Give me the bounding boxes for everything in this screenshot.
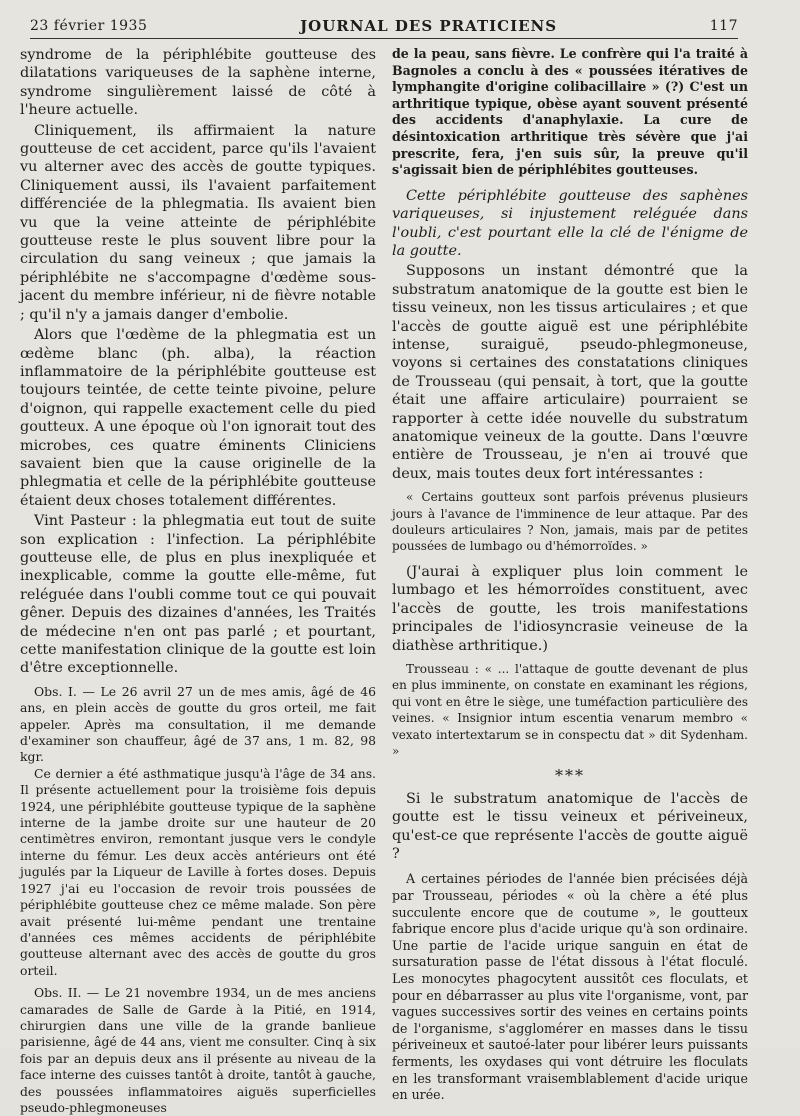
obs-paragraph: Obs. I. — Le 26 avril 27 un de mes amis, âgé de 46 ans, en plein accès de goutte du gros orteil, me fait appeler. Après ma consultation, il me demande d'examiner son chauffeur, âgé de 37 ans, 1 m. 82, 98 kgr. (20, 683, 376, 765)
obs-paragraph: Obs. II. — Le 21 novembre 1934, un de mes anciens camarades de Salle de Garde à la Pitié, en 1914, chirurgien dans une ville de la grande banlieue parisienne, âgé de 44 ans, vient me consulter. Cinq à six fois par an depuis deux ans il présente au niveau de la face interne des cuisses tantôt à droite, tantôt à gauche, des poussées inflammatoires aiguës superficielles pseudo-phlegmoneuses (20, 985, 376, 1115)
page-header (30, 14, 738, 39)
paragraph: Cliniquement, ils affirmaient la nature goutteuse de cet accident, parce qu'ils l'avaient vu alterner avec des accès de goutte typiques. Cliniquement aussi, ils l'avaient parfaitement différenciée de la phlegmatia. Ils avaient bien vu que la veine atteinte de périphlébite goutteuse reste le plus souvent libre pour la circulation du sang veineux ; que jamais la périphlébite ne s'accompagne d'œdème sous-jacent du membre inférieur, ni de fièvre notable ; qu'il n'y a jamais danger d'embolie. (20, 122, 376, 323)
paragraph: Supposons un instant démontré que la substratum anatomique de la goutte est bien le tissu veineux, non les tissus articulaires ; et que l'accès de goutte aiguë est une périphlébite intense, suraiguë, pseudo-phlegmoneuse, voyons si certaines des constatations cliniques de Trousseau (qui pensait, à tort, que la goutte était une affaire articulaire) pourraient se rapporter à cette idée nouvelle du substratum anatomique veineux de la goutte. Dans l'œuvre entière de Trousseau, je n'en ai trouvé que deux, mais toutes deux fort intéressantes : (392, 263, 748, 482)
observation-1 (20, 684, 376, 979)
paragraph: (J'aurai à expliquer plus loin comment le lumbago et les hémorroïdes constituent, avec l'accès de goutte, les trois manifestations principales de l'idiosyncrasie veineuse de la diathèse arthritique.) (392, 563, 748, 654)
section-separator: *** (555, 766, 585, 786)
paragraph: Si le substratum anatomique de l'accès de goutte est le tissu veineux et périveineux, qu'est-ce que représente l'accès de goutte aiguë ? (392, 790, 748, 862)
obs-continuation: de la peau, sans fièvre. Le confrère qui l'a traité à Bagnoles a conclu à des « poussées itératives de lymphangite d'origine colibacillaire » (?) C'est un arthritique typique, obèse ayant souvent présenté des accidents d'anaphylaxie. La cure de désintoxication arthritique très sévère que j'ai prescrite, fera, j'en suis sûr, la preuve qu'il s'agissait bien de périphlébites goutteuses. (392, 46, 748, 178)
quote-text: Trousseau : « ... l'attaque de goutte devenant de plus en plus imminente, on constate en examinant les régions, qui vont en être le siège, une tuméfaction particulière des veines. « Insignior intum escentia venarum membro « vexato intertextarum se in conspectu dat » dit Sydenham. » (392, 661, 748, 758)
paragraph: Vint Pasteur : la phlegmatia eut tout de suite son explication : l'infection. La périphlébite goutteuse elle, de plus en plus inexpliquée et inexplicable, comme la goutte elle-même, fut reléguée dans l'oubli comme tout ce qui pouvait gêner. Depuis des dizaines d'années, les Traités de médecine n'en ont pas parlé ; et pourtant, cette manifestation clinique de la goutte est loin d'être exceptionnelle. (20, 513, 376, 677)
italic-statement: Cette périphlébite goutteuse des saphènes variqueuses, si injustement reléguée dans l'oubli, c'est pourtant elle la clé de l'énigme de la goutte. (392, 187, 748, 259)
trousseau-quote-1 (392, 489, 748, 555)
page-number: 117 (709, 18, 738, 34)
trousseau-quote-2 (392, 661, 748, 759)
paragraph: Alors que l'œdème de la phlegmatia est un œdème blanc (ph. alba), la réaction inflammatoire de la périphlébite goutteuse est toujours teintée, de cette teinte pivoine, pelure d'oignon, qui rappelle exactement celle du pied goutteux. A une époque où l'on ignorait tout des microbes, ces quatre éminents Cliniciens savaient bien que la cause originelle de la phlegmatia et celle de la périphlébite goutteuse étaient deux choses totalement différentes. (20, 327, 376, 509)
observation-2 (20, 985, 376, 1116)
paragraph: A certaines périodes de l'année bien précisées déjà par Trousseau, périodes « où la chère a été plus succulente encore que de coutume », le goutteux fabrique encore plus d'acide urique qu'à son ordinaire. Une partie de l'acide urique sanguin en état de sursaturation passe de l'état dissous à l'état floculé. Les monocytes phagocytent aussitôt ces floculats, et pour en débarrasser au plus vite l'organisme, vont, par vagues successives sortir des veines en certains points de l'organisme, s'agglomérer en masses dans le tissu périveineux et sautoé-later pour libérer leurs puissants ferments, les oxydases qui vont détruire les floculats en les transformant vraisemblablement d'acide urique en urée. (392, 871, 748, 1103)
journal-title: JOURNAL DES PRATICIENS (300, 17, 558, 35)
right-column (392, 46, 748, 1106)
left-column (20, 46, 376, 1116)
obs-paragraph: Ce dernier a été asthmatique jusqu'à l'âge de 34 ans. Il présente actuellement pour la troisième fois depuis 1924, une périphlébite goutteuse typique de la saphène interne de la jambe droite sur une hauteur de 20 centimètres environ, remontant jusque vers le condyle interne du fémur. Les deux accès antérieurs ont été jugulés par la Liqueur de Laville à fortes doses. Depuis 1927 j'ai eu l'occasion de revoir trois poussées de périphlébite goutteuse chez ce même malade. Son père avait présenté lui-même pendant une trentaine d'années ces mêmes accidents de périphlébite goutteuse alternant avec des accès de goutte du gros orteil. (20, 765, 376, 978)
header-date: 23 février 1935 (30, 18, 148, 34)
paragraph: syndrome de la périphlébite goutteuse des dilatations variqueuses de la saphène interne, syndrome singulièrement laissé de côté à l'heure actuelle. (20, 47, 376, 119)
quote-text: « Certains goutteux sont parfois prévenus plusieurs jours à l'avance de l'imminence de leur attaque. Par des douleurs articulaires ? Non, jamais, mais par de petites poussées de lumbago ou d'hémorroïdes. » (392, 490, 748, 554)
